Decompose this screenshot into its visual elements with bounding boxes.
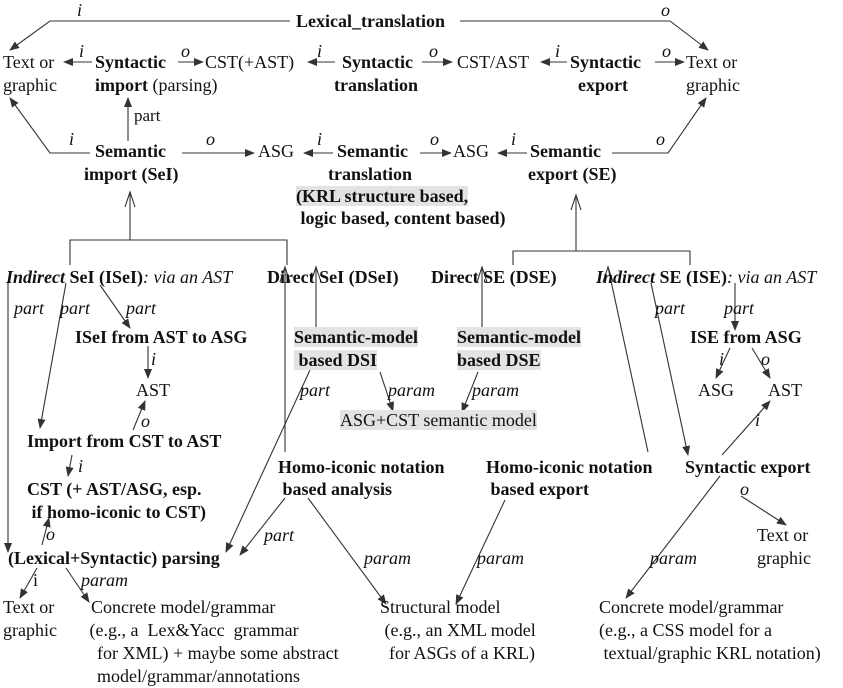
label-o: o	[656, 129, 665, 149]
arrow	[68, 455, 72, 476]
text-or-graphic-bottom-right-2: graphic	[757, 548, 811, 568]
label-o: o	[430, 129, 439, 149]
lexical-syntactic-parsing: (Lexical+Syntactic) parsing	[8, 548, 220, 568]
semantic-import: Semantic	[95, 141, 166, 161]
syntactic-translation-line2: translation	[334, 75, 419, 95]
text-or-graphic-left-2: graphic	[3, 75, 57, 95]
label-param: param	[477, 548, 525, 568]
label-o: o	[141, 411, 150, 431]
concrete-model-right: Concrete model/grammar	[599, 597, 784, 617]
structural-model-3: for ASGs of a KRL)	[380, 643, 535, 663]
label-i: i	[69, 129, 75, 149]
label-i: i	[511, 129, 517, 149]
syntactic-translation: Syntactic	[342, 52, 413, 72]
concrete-model-right-3: textual/graphic KRL notation)	[599, 643, 821, 663]
label-o: o	[740, 479, 749, 499]
dsi-line2: based DSI	[294, 350, 378, 370]
asg-left: ASG	[258, 141, 295, 161]
label-part: part	[264, 525, 295, 545]
label-o: o	[46, 524, 55, 544]
connector-line	[70, 240, 287, 265]
structural-model: Structural model	[380, 597, 501, 617]
isei-from-ast-to-asg: ISeI from AST to ASG	[75, 327, 248, 347]
homo-iconic-export-2: based export	[486, 479, 589, 499]
label-o: o	[662, 41, 671, 61]
indirect-sei	[6, 267, 232, 287]
cst-ast: CST/AST	[457, 52, 530, 72]
label-i: i	[33, 570, 39, 590]
dse-line1: Semantic-model	[457, 327, 581, 347]
label-i: i	[317, 129, 323, 149]
asg-right: ASG	[453, 141, 490, 161]
ast-right-branch: AST	[768, 380, 803, 400]
structural-model-2: (e.g., an XML model	[380, 620, 536, 640]
concrete-model-right-2: (e.g., a CSS model for a	[599, 620, 772, 640]
label-part: part	[14, 298, 45, 318]
ast-left: AST	[136, 380, 171, 400]
label-i: i	[151, 349, 157, 369]
semantic-export-line2: export (SE)	[528, 164, 617, 184]
label-i: i	[78, 456, 84, 476]
ise-word: SE (ISE)	[655, 267, 728, 287]
label-param: param	[650, 548, 698, 568]
label-part: part	[300, 380, 331, 400]
concrete-model-left: Concrete model/grammar	[91, 597, 276, 617]
via-ast: : via an AST	[727, 267, 817, 287]
label-o: o	[761, 349, 770, 369]
concrete-model-left-3: for XML) + maybe some abstract	[88, 643, 339, 663]
dse-line2: based DSE	[457, 350, 541, 370]
homo-iconic-analysis: Homo-iconic notation	[278, 457, 445, 477]
semantic-translation-line2: translation	[328, 164, 413, 184]
parsing-word: (parsing)	[148, 75, 218, 95]
semantic-model-dsi	[294, 327, 418, 347]
arrow	[626, 476, 720, 598]
isei-word: SeI (ISeI)	[65, 267, 144, 287]
semantic-translation-note	[296, 186, 468, 206]
label-i: i	[719, 349, 725, 369]
asg-cst-semantic-model	[340, 410, 537, 430]
arrow	[10, 98, 90, 153]
text-or-graphic-bottom-left-2: graphic	[3, 620, 57, 640]
lexical-translation: Lexical_translation	[296, 11, 445, 31]
label-param: param	[472, 380, 520, 400]
label-part: part	[134, 106, 161, 125]
arrow	[10, 21, 290, 50]
text-or-graphic-right-2: graphic	[686, 75, 740, 95]
label-part: part	[724, 298, 755, 318]
label-i: i	[555, 41, 561, 61]
semantic-translation: Semantic	[337, 141, 408, 161]
note-line1: (KRL structure based,	[296, 186, 469, 206]
label-part: part	[60, 298, 91, 318]
arrow	[722, 401, 770, 455]
label-o: o	[206, 129, 215, 149]
import-from-cst-to-ast: Import from CST to AST	[27, 431, 222, 451]
note-line2: logic based, content based)	[296, 208, 506, 228]
label-o: o	[181, 41, 190, 61]
label-param: param	[364, 548, 412, 568]
label-o: o	[661, 0, 670, 20]
cst-node-line2: if homo-iconic to CST)	[27, 502, 206, 522]
asg-right-branch: ASG	[698, 380, 735, 400]
indirect-word: Indirect	[6, 267, 66, 287]
dsi-line1: Semantic-model	[294, 327, 418, 347]
label-param: param	[81, 570, 129, 590]
text-or-graphic-bottom-left: Text or	[3, 597, 55, 617]
concrete-model-left-2: (e.g., a Lex&Yacc grammar	[85, 620, 299, 640]
homo-iconic-export: Homo-iconic notation	[486, 457, 653, 477]
label-i: i	[77, 0, 83, 20]
label-i: i	[317, 41, 323, 61]
cst-node: CST (+ AST/ASG, esp.	[27, 479, 202, 499]
syntactic-export-top: Syntactic	[570, 52, 641, 72]
syntactic-export: Syntactic export	[685, 457, 811, 477]
indirect-word: Indirect	[596, 267, 656, 287]
label-i: i	[755, 410, 761, 430]
text-or-graphic-right: Text or	[686, 52, 738, 72]
cst-plus-ast: CST(+AST)	[205, 52, 295, 72]
semantic-import-line2: import (SeI)	[84, 164, 179, 184]
label-i: i	[79, 41, 85, 61]
semantic-model-dse	[457, 327, 581, 347]
arrow	[741, 496, 786, 525]
direct-sei: Direct SeI (DSeI)	[267, 267, 399, 287]
connector-line	[513, 251, 690, 265]
text-or-graphic-bottom-right: Text or	[757, 525, 809, 545]
syntactic-import: Syntactic	[95, 52, 166, 72]
syntactic-export-top-line2: export	[578, 75, 628, 95]
direct-se: Direct SE (DSE)	[431, 267, 557, 287]
ise-from-asg: ISE from ASG	[690, 327, 802, 347]
syntactic-import-line2	[95, 75, 217, 95]
connector-line	[608, 267, 648, 452]
semantic-export: Semantic	[530, 141, 601, 161]
via-ast: : via an AST	[143, 267, 233, 287]
label-part: part	[655, 298, 686, 318]
label-o: o	[429, 41, 438, 61]
indirect-se	[596, 267, 816, 287]
homo-iconic-analysis-2: based analysis	[278, 479, 393, 499]
label-param: param	[388, 380, 436, 400]
concrete-model-left-4: model/grammar/annotations	[88, 666, 300, 686]
asg-cst-text: ASG+CST semantic model	[340, 410, 537, 430]
label-part: part	[126, 298, 157, 318]
text-or-graphic-left: Text or	[3, 52, 55, 72]
import-word: import	[95, 75, 148, 95]
